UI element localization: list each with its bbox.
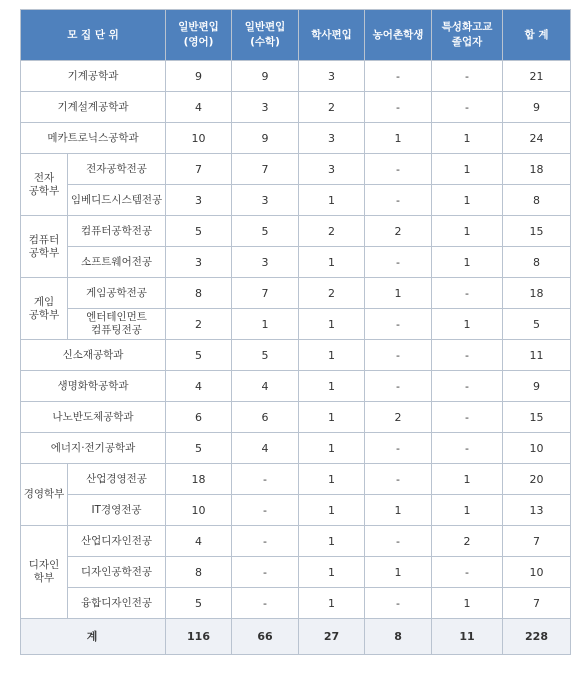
cell-total: 20 [503, 464, 571, 495]
department-name: 생명화학공학과 [21, 371, 166, 402]
cell-bachelor: 1 [299, 526, 365, 557]
cell-bachelor: 1 [299, 588, 365, 619]
cell-general-english: 5 [166, 588, 232, 619]
cell-bachelor: 3 [299, 154, 365, 185]
cell-bachelor: 2 [299, 278, 365, 309]
cell-rural: - [365, 247, 432, 278]
cell-specialized: - [432, 61, 503, 92]
total-bachelor: 27 [299, 619, 365, 655]
cell-general-math: 9 [232, 61, 299, 92]
cell-rural: 1 [365, 278, 432, 309]
cell-general-english: 2 [166, 309, 232, 340]
cell-specialized: 1 [432, 464, 503, 495]
department-name: 나노반도체공학과 [21, 402, 166, 433]
cell-specialized: - [432, 371, 503, 402]
major-name: 게임공학전공 [68, 278, 166, 309]
table-row [21, 309, 571, 340]
cell-general-math: 3 [232, 247, 299, 278]
header-bachelor: 학사편입 [299, 10, 365, 61]
cell-general-math: - [232, 495, 299, 526]
cell-total: 9 [503, 371, 571, 402]
cell-general-math: 5 [232, 216, 299, 247]
cell-bachelor: 1 [299, 557, 365, 588]
cell-specialized: - [432, 340, 503, 371]
table-row [21, 588, 571, 619]
cell-bachelor: 2 [299, 216, 365, 247]
table-row [21, 278, 571, 309]
cell-total: 15 [503, 402, 571, 433]
table-row [21, 495, 571, 526]
admission-quota-table [20, 9, 571, 655]
cell-general-math: 3 [232, 185, 299, 216]
total-total: 228 [503, 619, 571, 655]
major-name: 디자인공학전공 [68, 557, 166, 588]
table-row [21, 123, 571, 154]
department-name: 기계설계공학과 [21, 92, 166, 123]
cell-bachelor: 1 [299, 247, 365, 278]
cell-general-math: 4 [232, 371, 299, 402]
cell-rural: - [365, 92, 432, 123]
cell-general-english: 5 [166, 433, 232, 464]
cell-total: 18 [503, 278, 571, 309]
cell-general-english: 9 [166, 61, 232, 92]
faculty-group: 컴퓨터 공학부 [21, 216, 68, 278]
table-row [21, 402, 571, 433]
cell-bachelor: 1 [299, 495, 365, 526]
total-label: 계 [21, 619, 166, 655]
cell-bachelor: 1 [299, 464, 365, 495]
total-row [21, 619, 571, 655]
major-name: 컴퓨터공학전공 [68, 216, 166, 247]
major-name: 산업디자인전공 [68, 526, 166, 557]
cell-rural: 1 [365, 495, 432, 526]
cell-general-math: 6 [232, 402, 299, 433]
cell-total: 18 [503, 154, 571, 185]
table-row [21, 185, 571, 216]
department-name: 메카트로닉스공학과 [21, 123, 166, 154]
cell-total: 21 [503, 61, 571, 92]
cell-specialized: 1 [432, 588, 503, 619]
major-name: 산업경영전공 [68, 464, 166, 495]
cell-specialized: 1 [432, 495, 503, 526]
cell-bachelor: 1 [299, 433, 365, 464]
cell-bachelor: 3 [299, 123, 365, 154]
cell-specialized: 1 [432, 216, 503, 247]
cell-rural: - [365, 371, 432, 402]
faculty-group: 디자인 학부 [21, 526, 68, 619]
department-name: 에너지·전기공학과 [21, 433, 166, 464]
header-general-english: 일반편입 (영어) [166, 10, 232, 61]
header-total: 합 계 [503, 10, 571, 61]
cell-general-math: - [232, 557, 299, 588]
cell-total: 10 [503, 433, 571, 464]
table-row [21, 216, 571, 247]
cell-total: 9 [503, 92, 571, 123]
cell-general-english: 8 [166, 278, 232, 309]
table-row [21, 371, 571, 402]
cell-bachelor: 1 [299, 402, 365, 433]
cell-specialized: 1 [432, 247, 503, 278]
table-row [21, 340, 571, 371]
cell-rural: - [365, 309, 432, 340]
cell-general-math: 1 [232, 309, 299, 340]
cell-bachelor: 3 [299, 61, 365, 92]
cell-rural: - [365, 464, 432, 495]
cell-total: 7 [503, 526, 571, 557]
cell-general-english: 4 [166, 371, 232, 402]
cell-general-english: 7 [166, 154, 232, 185]
cell-general-english: 10 [166, 495, 232, 526]
cell-general-english: 6 [166, 402, 232, 433]
major-name: 융합디자인전공 [68, 588, 166, 619]
cell-total: 8 [503, 185, 571, 216]
cell-general-english: 8 [166, 557, 232, 588]
cell-rural: - [365, 588, 432, 619]
total-specialized: 11 [432, 619, 503, 655]
cell-rural: 1 [365, 123, 432, 154]
faculty-group: 경영학부 [21, 464, 68, 526]
cell-general-math: 7 [232, 278, 299, 309]
faculty-group: 전자 공학부 [21, 154, 68, 216]
cell-general-english: 3 [166, 185, 232, 216]
cell-total: 10 [503, 557, 571, 588]
header-unit: 모 집 단 위 [21, 10, 166, 61]
header-row [21, 10, 571, 61]
cell-specialized: 1 [432, 123, 503, 154]
cell-rural: - [365, 526, 432, 557]
major-name: 전자공학전공 [68, 154, 166, 185]
table-row [21, 557, 571, 588]
cell-specialized: 1 [432, 154, 503, 185]
cell-specialized: - [432, 92, 503, 123]
table-row [21, 526, 571, 557]
major-name: IT경영전공 [68, 495, 166, 526]
cell-total: 7 [503, 588, 571, 619]
cell-bachelor: 1 [299, 185, 365, 216]
total-general-math: 66 [232, 619, 299, 655]
cell-general-math: 5 [232, 340, 299, 371]
table-row [21, 92, 571, 123]
faculty-group: 게임 공학부 [21, 278, 68, 340]
cell-total: 11 [503, 340, 571, 371]
cell-rural: 1 [365, 557, 432, 588]
cell-specialized: 2 [432, 526, 503, 557]
cell-general-math: 3 [232, 92, 299, 123]
table-row [21, 61, 571, 92]
cell-total: 24 [503, 123, 571, 154]
cell-general-math: 4 [232, 433, 299, 464]
cell-general-math: - [232, 464, 299, 495]
cell-general-math: 9 [232, 123, 299, 154]
department-name: 기계공학과 [21, 61, 166, 92]
cell-specialized: 1 [432, 309, 503, 340]
cell-general-english: 4 [166, 526, 232, 557]
major-name: 임베디드시스템전공 [68, 185, 166, 216]
total-rural: 8 [365, 619, 432, 655]
table-row [21, 433, 571, 464]
cell-rural: - [365, 433, 432, 464]
cell-total: 15 [503, 216, 571, 247]
table-row [21, 247, 571, 278]
table-row [21, 154, 571, 185]
header-general-math: 일반편입 (수학) [232, 10, 299, 61]
cell-general-english: 3 [166, 247, 232, 278]
header-rural: 농어촌학생 [365, 10, 432, 61]
cell-rural: - [365, 61, 432, 92]
cell-bachelor: 1 [299, 309, 365, 340]
cell-specialized: 1 [432, 185, 503, 216]
cell-rural: - [365, 340, 432, 371]
cell-specialized: - [432, 402, 503, 433]
table-row [21, 464, 571, 495]
cell-general-math: 7 [232, 154, 299, 185]
cell-general-english: 5 [166, 340, 232, 371]
cell-general-english: 5 [166, 216, 232, 247]
cell-specialized: - [432, 557, 503, 588]
cell-bachelor: 1 [299, 340, 365, 371]
cell-general-english: 10 [166, 123, 232, 154]
cell-rural: 2 [365, 402, 432, 433]
cell-general-english: 4 [166, 92, 232, 123]
cell-total: 5 [503, 309, 571, 340]
major-name: 소프트웨어전공 [68, 247, 166, 278]
cell-specialized: - [432, 278, 503, 309]
major-name: 엔터테인먼트 컴퓨팅전공 [68, 309, 166, 340]
cell-bachelor: 2 [299, 92, 365, 123]
total-general-english: 116 [166, 619, 232, 655]
cell-rural: 2 [365, 216, 432, 247]
cell-general-english: 18 [166, 464, 232, 495]
cell-rural: - [365, 154, 432, 185]
cell-general-math: - [232, 526, 299, 557]
cell-total: 13 [503, 495, 571, 526]
cell-rural: - [365, 185, 432, 216]
cell-bachelor: 1 [299, 371, 365, 402]
cell-general-math: - [232, 588, 299, 619]
cell-total: 8 [503, 247, 571, 278]
cell-specialized: - [432, 433, 503, 464]
header-specialized: 특성화고교 졸업자 [432, 10, 503, 61]
department-name: 신소재공학과 [21, 340, 166, 371]
